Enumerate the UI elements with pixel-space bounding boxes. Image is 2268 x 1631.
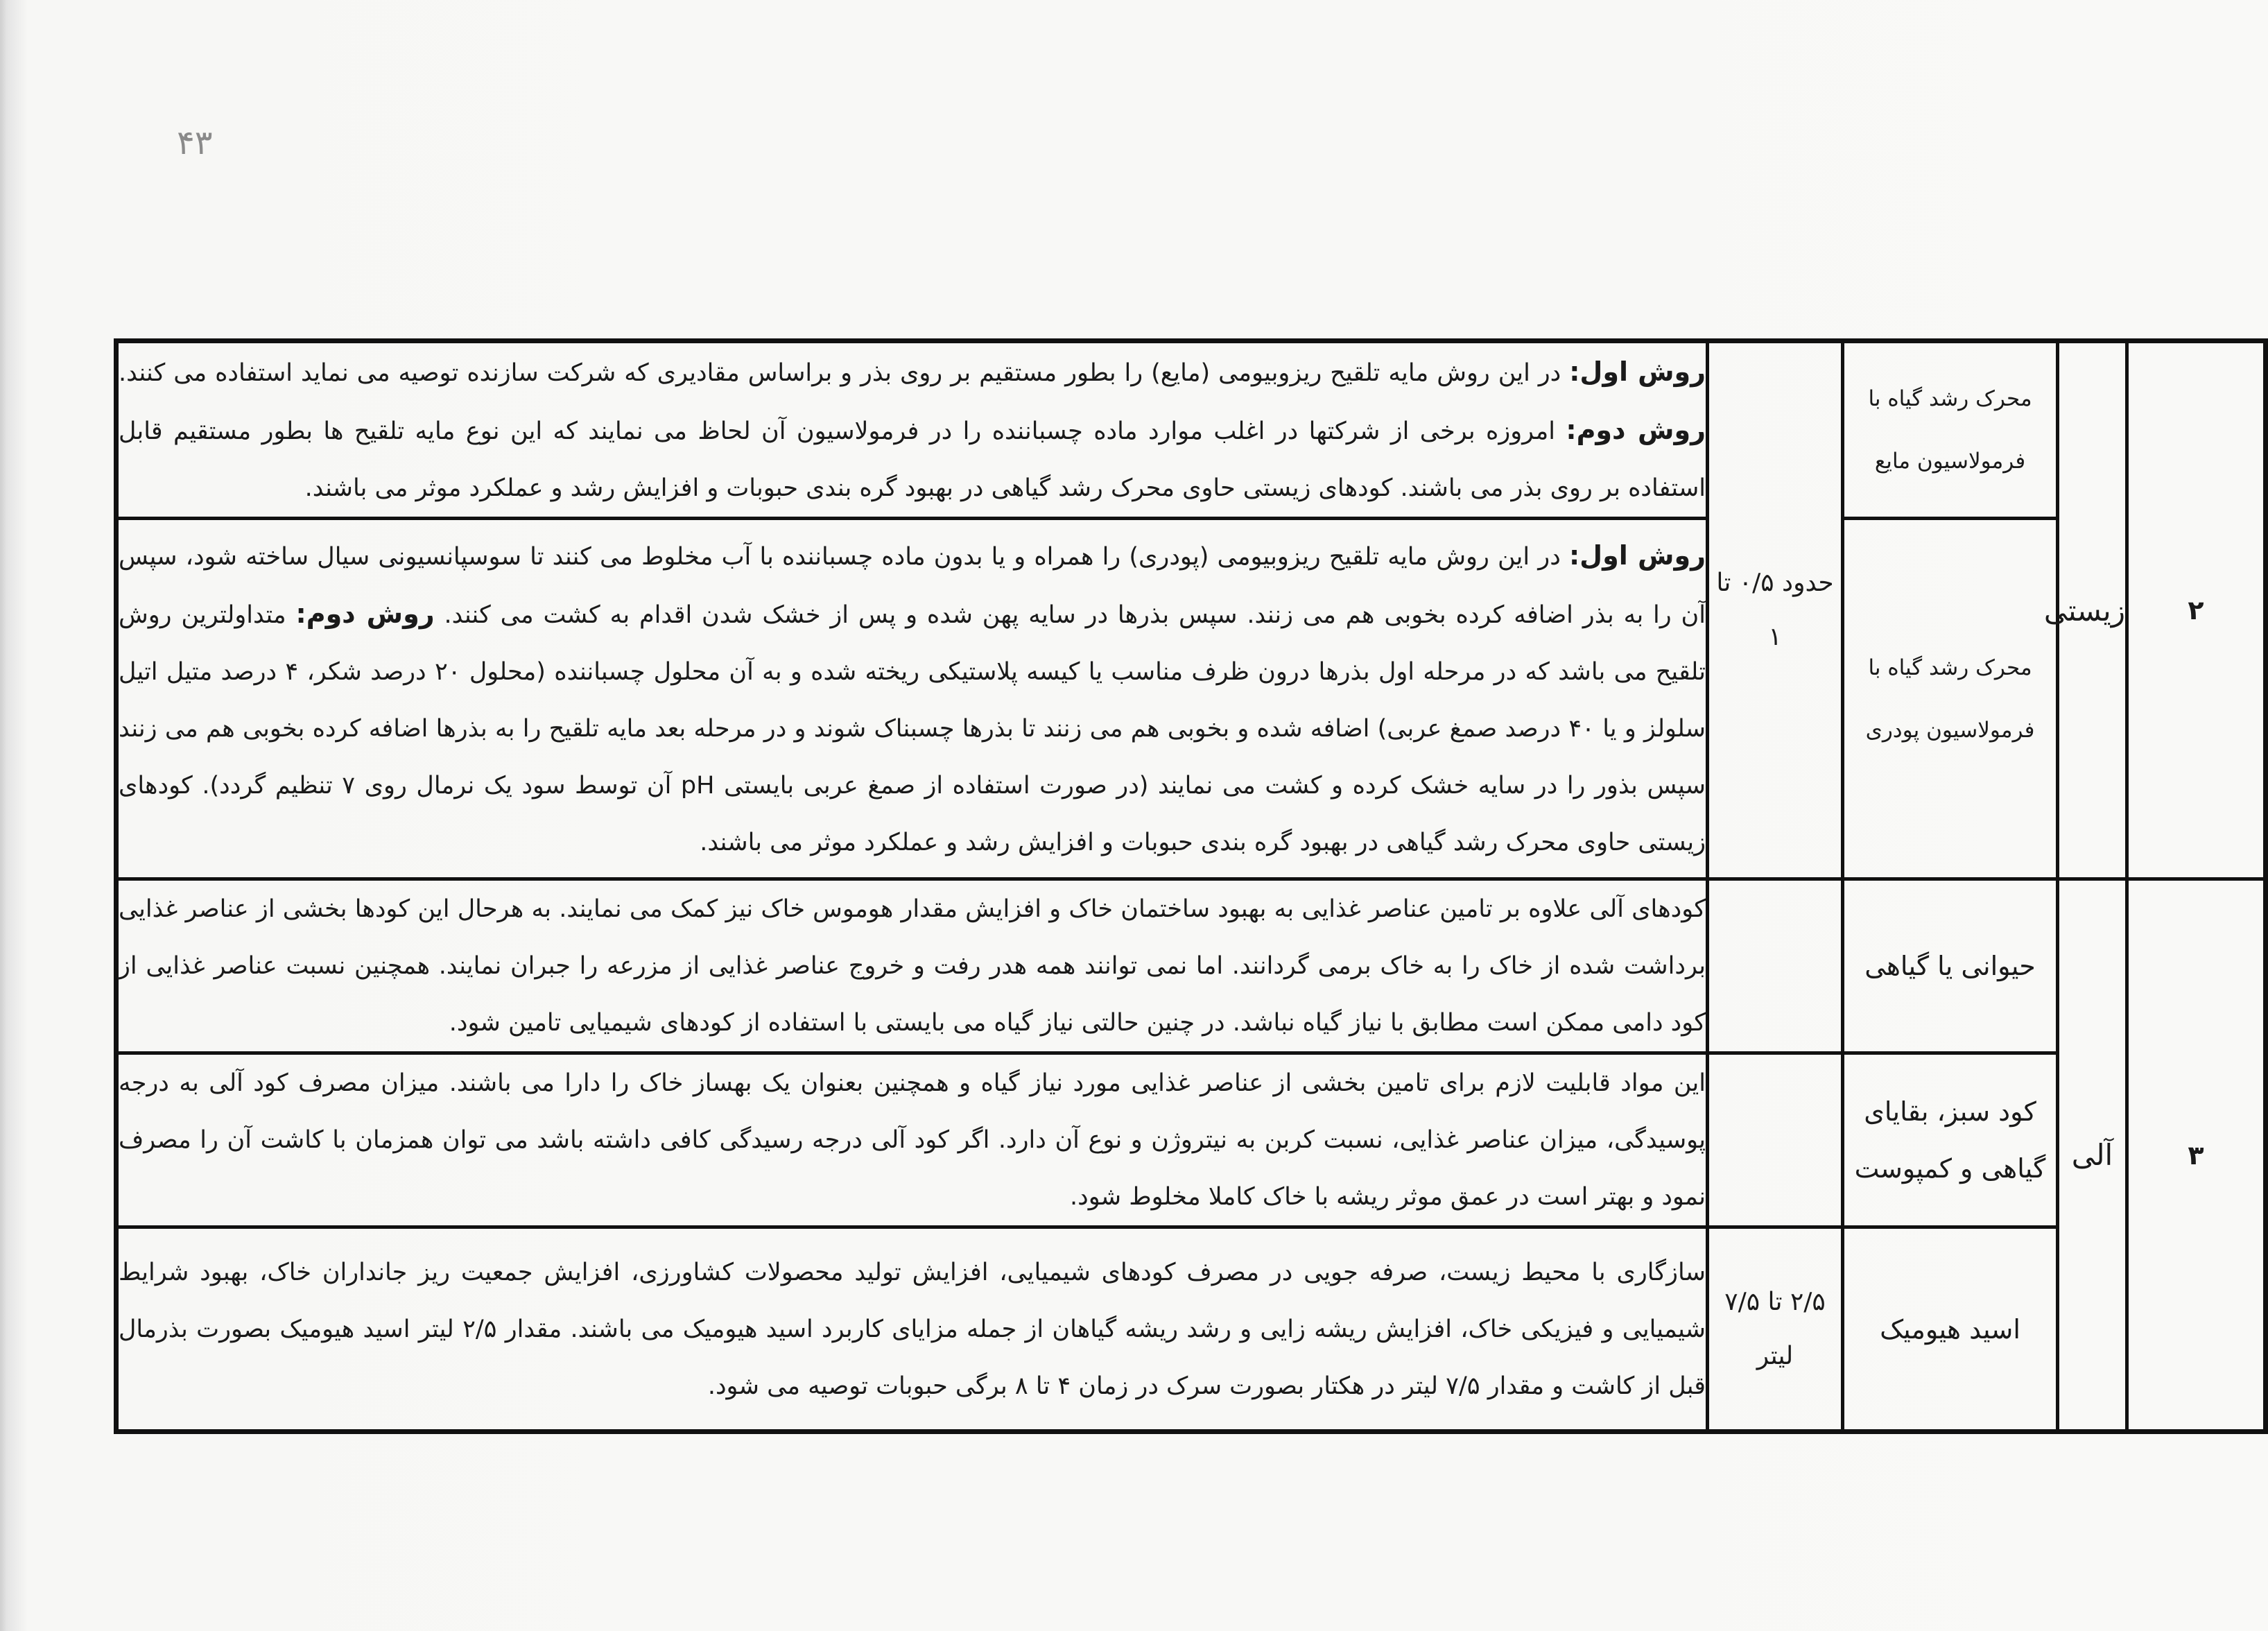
method-text: در این روش مایه تلقیح ریزوبیومی (پودری) را همراه و یا بدون ماده چسباننده با آب مخلوط می کنند تا سوسپانسیونی سیال ساخته شود، سپس آن را به بذر اضافه کرده بخوبی هم می زنند. سپس بذرها در سایه پهن شده و پس از خشک شدن اقدام به کشت می کنند. — [119, 542, 1706, 629]
page-number: ۴۳ — [177, 123, 213, 162]
application-amount — [1708, 1053, 1843, 1227]
description-cell: کودهای آلی علاوه بر تامین عناصر غذایی به بهبود ساختمان خاک و افزایش مقدار هوموس خاک نیز کمک می نمایند. به هرحال این کودها بخشی از عناصر غذایی برداشت شده از خاک را به خاک برمی گردانند. اما نمی توانند همه هدر رفت و خروج عناصر غذایی از مزرعه را جبران نمایند. همچنین نسبت عناصر غذایی از کود دامی ممکن است مطابق با نیاز گیاه نباشد. در چنین حالتی نیاز گیاه می بایستی با استفاده از کودهای شیمیایی تامین شود. — [116, 879, 1708, 1053]
table-row — [116, 519, 2266, 879]
application-amount: ۲/۵ تا ۷/۵ لیتر — [1708, 1227, 1843, 1432]
description-cell: این مواد قابلیت لازم برای تامین بخشی از عناصر غذایی مورد نیاز گیاه و همچنین بعنوان یک بهساز خاک را دارا می باشند. میزان مصرف کود آلی به درجه پوسیدگی، میزان عناصر غذایی، نسبت کربن به نیتروژن و نوع آن دارد. اگر کود آلی درجه رسیدگی کافی داشته باشد می توان همزمان با کاشت آن را مصرف نمود و بهتر است در عمق موثر ریشه با خاک کاملا مخلوط شود. — [116, 1053, 1708, 1227]
description-cell: سازگاری با محیط زیست، صرفه جویی در مصرف کودهای شیمیایی، افزایش تولید محصولات کشاورزی، افزایش جمعیت ریز جانداران خاک، بهبود شرایط شیمیایی و فیزیکی خاک، افزایش ریشه زایی و رشد ریشه گیاهان از جمله مزایای کاربرد اسید هیومیک می باشند. مقدار ۲/۵ لیتر اسید هیومیک بصورت بذرمال قبل از کاشت و مقدار ۷/۵ لیتر در هکتار بصورت سرک در زمان ۴ تا ۸ برگی حبوبات توصیه می شود. — [116, 1227, 1708, 1432]
fertilizer-name: کود سبز، بقایای گیاهی و کمپوست — [1843, 1053, 2058, 1227]
table-row — [116, 1227, 2266, 1432]
method-label: روش دوم: — [1566, 415, 1706, 445]
table-row — [116, 879, 2266, 1053]
fertilizer-name: حیوانی یا گیاهی — [1843, 879, 2058, 1053]
method-label: روش اول: — [1569, 356, 1706, 387]
fertilizer-name: اسید هیومیک — [1843, 1227, 2058, 1432]
method-text: متداولترین روش تلقیح می باشد که در مرحله اول بذرها درون ظرف مناسب یا کیسه پلاستیکی ریخته شده و به آن محلول چسباننده (محلول ۲۰ درصد شکر، ۴ درصد متیل اتیل سلولز و یا ۴۰ درصد صمغ عربی) اضافه شده و بخوبی هم می زنند تا بذرها چسبناک شوند و در مرحله بعد مایه تلقیح را به بذرها اضافه کرده بخوبی هم می زنند سپس بذور را در سایه خشک کرده و کشت می نمایند (در صورت استفاده از صمغ عربی بایستی pH آن توسط سود یک نرمال روی ۷ تنظیم گردد). کودهای زیستی حاوی محرک رشد گیاهی در بهبود گره بندی حبوبات و افزایش رشد و عملکرد موثر می باشند. — [119, 601, 1706, 856]
method-text: امروزه برخی از شرکتها در اغلب موارد ماده چسباننده را در فرمولاسیون آن لحاظ می نمایند که این نوع مایه تلقیح ها بطور مستقیم قابل استفاده بر روی بذر می باشند. کودهای زیستی حاوی محرک رشد گیاهی در بهبود گره بندی حبوبات و افزایش رشد و عملکرد موثر می باشند. — [119, 417, 1706, 502]
description-cell — [116, 519, 1708, 879]
method-label: روش دوم: — [295, 598, 435, 629]
table-row — [116, 1053, 2266, 1227]
fertilizer-name: محرک رشد گیاه با فرمولاسیون پودری — [1843, 519, 2058, 879]
row-number: ۲ — [2127, 341, 2266, 879]
method-label: روش اول: — [1568, 540, 1706, 571]
method-text: در این روش مایه تلقیح ریزوبیومی (مایع) را بطور مستقیم بر روی بذر و براساس مقادیری که شرکت سازنده توصیه می نماید استفاده می کنند. — [119, 359, 1570, 387]
category-label: زیستی — [2058, 341, 2127, 879]
application-amount — [1708, 879, 1843, 1053]
description-cell — [116, 341, 1708, 519]
row-number: ۳ — [2127, 879, 2266, 1432]
application-amount: حدود ۰/۵ تا ۱ — [1708, 341, 1843, 879]
table-row — [116, 341, 2266, 519]
fertilizer-table — [114, 338, 2268, 1434]
category-label: آلی — [2058, 879, 2127, 1432]
fertilizer-name: محرک رشد گیاه با فرمولاسیون مایع — [1843, 341, 2058, 519]
